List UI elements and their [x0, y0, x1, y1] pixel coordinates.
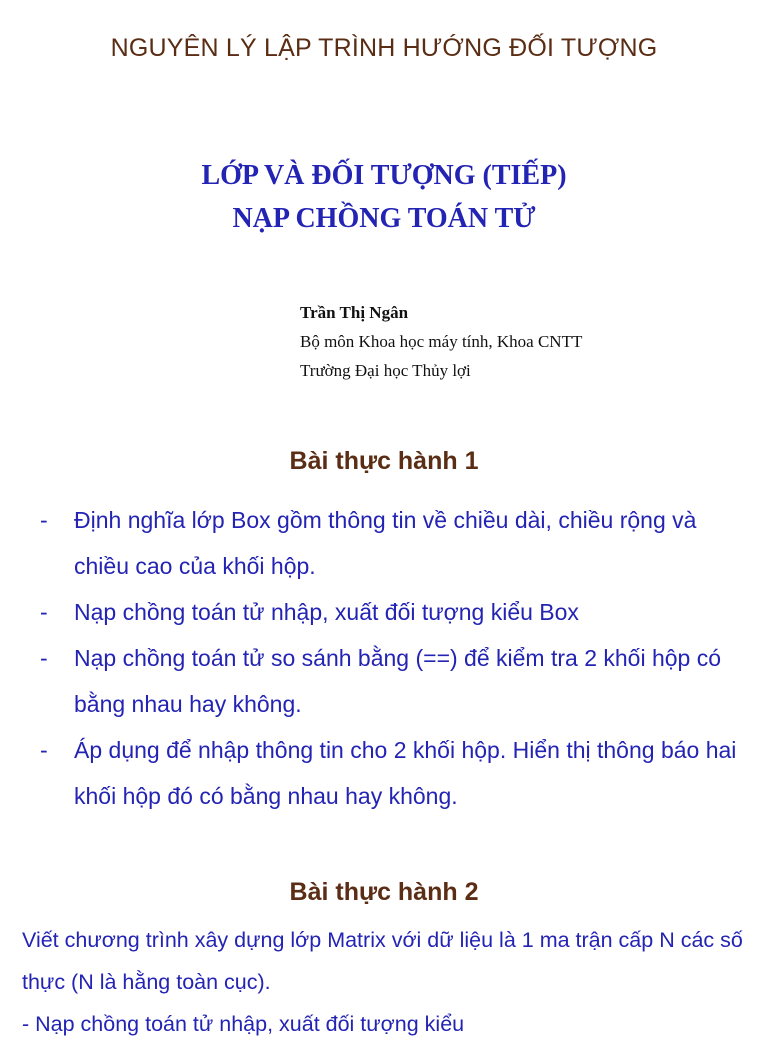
course-title: NGUYÊN LÝ LẬP TRÌNH HƯỚNG ĐỐI TƯỢNG	[110, 34, 658, 62]
exercise-1-item-text: Định nghĩa lớp Box gồm thông tin về chiều dài, chiều rộng và chiều cao của khối hộp.	[74, 507, 697, 579]
exercise-1-heading: Bài thực hành 1	[289, 447, 479, 475]
author-department: Bộ môn Khoa học máy tính, Khoa CNTT	[300, 332, 583, 351]
exercise-2-cut-off-line: - Nạp chồng toán tử nhập, xuất đối tượng kiểu	[22, 1012, 465, 1036]
author-name: Trần Thị Ngân	[300, 303, 409, 322]
bullet-dash: -	[40, 599, 48, 625]
lecture-title-line-1: LỚP VÀ ĐỐI TƯỢNG (TIẾP)	[201, 160, 567, 191]
exercise-2-intro: Viết chương trình xây dựng lớp Matrix với dữ liệu là 1 ma trận cấp N các số thực (N là hằng toàn cục).	[22, 928, 743, 994]
bullet-dash: -	[40, 737, 48, 763]
exercise-1-item-text: Nạp chồng toán tử nhập, xuất đối tượng kiểu Box	[74, 599, 579, 625]
author-university: Trường Đại học Thủy lợi	[300, 361, 471, 380]
lecture-title-line-2: NẠP CHỒNG TOÁN TỬ	[232, 203, 536, 234]
bullet-dash: -	[40, 507, 48, 533]
author-block	[300, 298, 582, 385]
bullet-dash: -	[40, 645, 48, 671]
exercise-1-item-text: Áp dụng để nhập thông tin cho 2 khối hộp. Hiển thị thông báo hai khối hộp đó có bằng nhau hay không.	[74, 737, 737, 809]
exercise-2-heading: Bài thực hành 2	[289, 878, 479, 906]
exercise-1-item-text: Nạp chồng toán tử so sánh bằng (==) để kiểm tra 2 khối hộp có bằng nhau hay không.	[74, 645, 722, 717]
